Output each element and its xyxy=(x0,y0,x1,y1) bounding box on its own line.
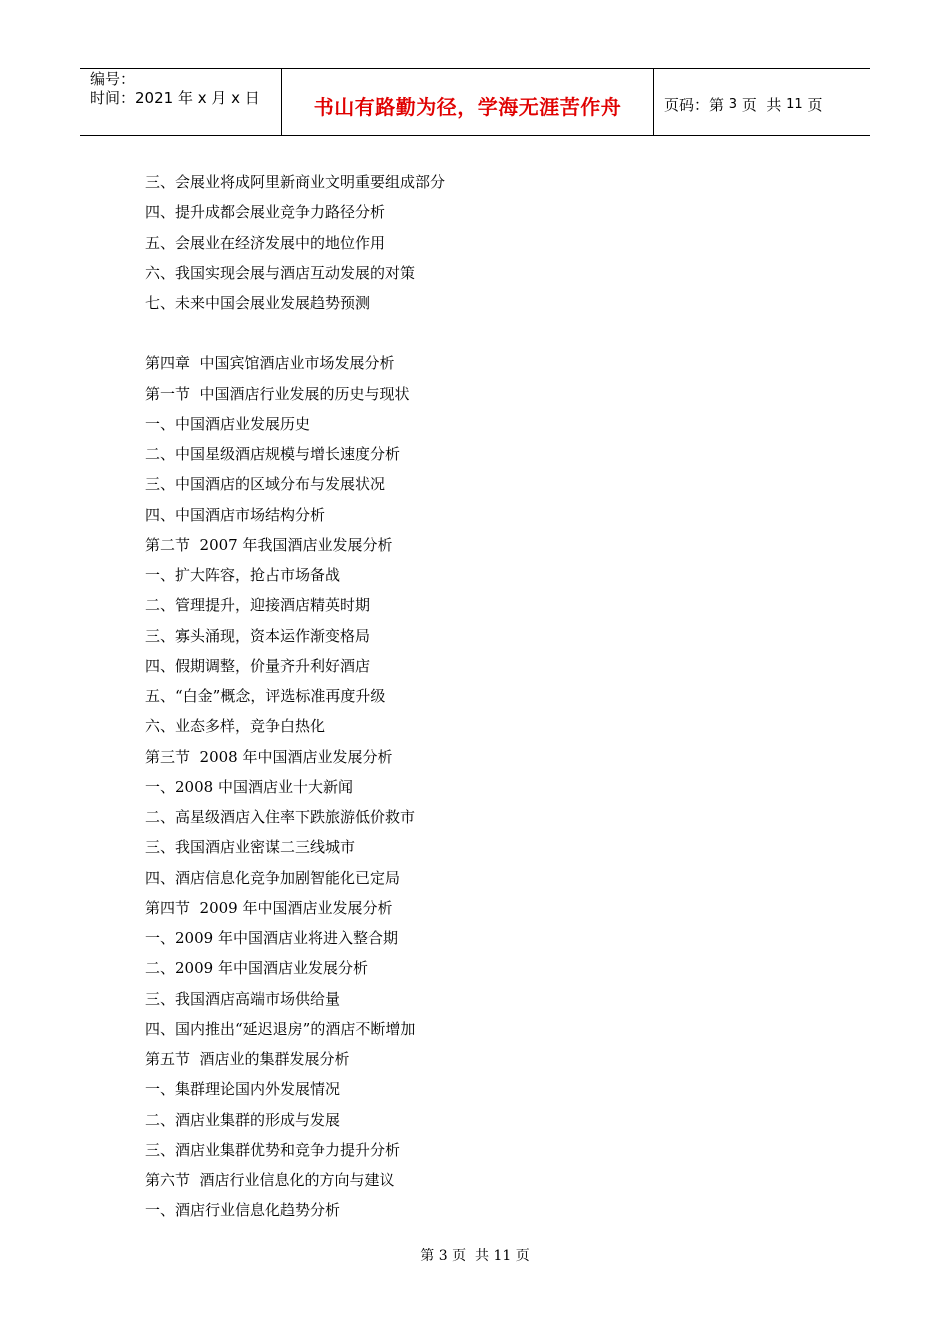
toc-line: 三、我国酒店业密谋二三线城市 xyxy=(145,838,356,857)
toc-line: 第三节 2008 年中国酒店业发展分析 xyxy=(145,747,393,766)
toc-line: 一、扩大阵容，抢占市场备战 xyxy=(145,566,341,584)
toc-line: 三、寡头涌现，资本运作渐变格局 xyxy=(145,626,371,645)
header-meta xyxy=(80,69,282,135)
toc-line: 三、酒店业集群优势和竞争力提升分析 xyxy=(145,1140,401,1159)
table-of-contents xyxy=(145,167,845,1226)
page-footer: 第 3 页 共 11 页 xyxy=(420,1248,530,1264)
document-time-label: 时间：2021 年 x 月 x 日 xyxy=(90,89,260,107)
header-motto: 书山有路勤为径，学海无涯苦作舟 xyxy=(313,94,622,119)
toc-line: 四、中国酒店市场结构分析 xyxy=(145,505,326,524)
toc-line: 四、提升成都会展业竞争力路径分析 xyxy=(145,203,386,222)
toc-line: 第六节 酒店行业信息化的方向与建议 xyxy=(145,1171,395,1189)
toc-group-hotel-chapter xyxy=(145,348,845,1225)
page-info-total: 11 xyxy=(786,96,803,112)
page-info-mid: 页 共 xyxy=(737,95,787,114)
toc-line: 第一节 中国酒店行业发展的历史与现状 xyxy=(145,384,410,403)
page-header xyxy=(80,68,870,136)
toc-line: 六、我国实现会展与酒店互动发展的对策 xyxy=(145,263,416,282)
toc-line: 第四节 2009 年中国酒店业发展分析 xyxy=(145,898,393,917)
toc-line: 三、会展业将成阿里新商业文明重要组成部分 xyxy=(145,173,446,191)
toc-line: 一、酒店行业信息化趋势分析 xyxy=(145,1201,341,1220)
toc-line: 一、中国酒店业发展历史 xyxy=(145,414,311,433)
toc-line: 二、中国星级酒店规模与增长速度分析 xyxy=(145,445,401,463)
toc-line: 一、2009 年中国酒店业将进入整合期 xyxy=(145,929,398,947)
toc-line: 一、2008 中国酒店业十大新闻 xyxy=(145,777,353,796)
toc-spacer xyxy=(145,318,845,348)
toc-line: 第五节 酒店业的集群发展分析 xyxy=(145,1050,350,1068)
toc-line: 六、业态多样，竞争白热化 xyxy=(145,717,326,736)
page-info-current: 3 xyxy=(728,96,738,112)
header-motto-cell xyxy=(282,69,654,135)
page-info-suffix: 页 xyxy=(802,95,823,114)
toc-line: 四、假期调整，价量齐升利好酒店 xyxy=(145,656,371,675)
toc-line: 五、“白金”概念，评选标准再度升级 xyxy=(145,687,386,705)
toc-line: 四、国内推出“延迟退房”的酒店不断增加 xyxy=(145,1019,416,1038)
toc-line: 四、酒店信息化竞争加剧智能化已定局 xyxy=(145,868,401,887)
page-info-prefix: 页码：第 xyxy=(664,95,729,114)
toc-line: 三、我国酒店高端市场供给量 xyxy=(145,989,341,1008)
toc-line: 第四章 中国宾馆酒店业市场发展分析 xyxy=(145,354,395,373)
toc-line: 二、酒店业集群的形成与发展 xyxy=(145,1110,341,1129)
toc-line: 二、高星级酒店入住率下跌旅游低价救市 xyxy=(145,808,416,826)
toc-group-conference xyxy=(145,167,845,318)
toc-line: 五、会展业在经济发展中的地位作用 xyxy=(145,233,386,252)
document-number-label: 编号： xyxy=(90,70,136,88)
toc-line: 第二节 2007 年我国酒店业发展分析 xyxy=(145,535,393,554)
header-page-info xyxy=(654,69,870,135)
toc-line: 三、中国酒店的区域分布与发展状况 xyxy=(145,475,386,494)
toc-line: 一、集群理论国内外发展情况 xyxy=(145,1080,341,1099)
toc-line: 二、管理提升，迎接酒店精英时期 xyxy=(145,596,371,615)
toc-line: 二、2009 年中国酒店业发展分析 xyxy=(145,959,368,978)
toc-line: 七、未来中国会展业发展趋势预测 xyxy=(145,294,371,312)
